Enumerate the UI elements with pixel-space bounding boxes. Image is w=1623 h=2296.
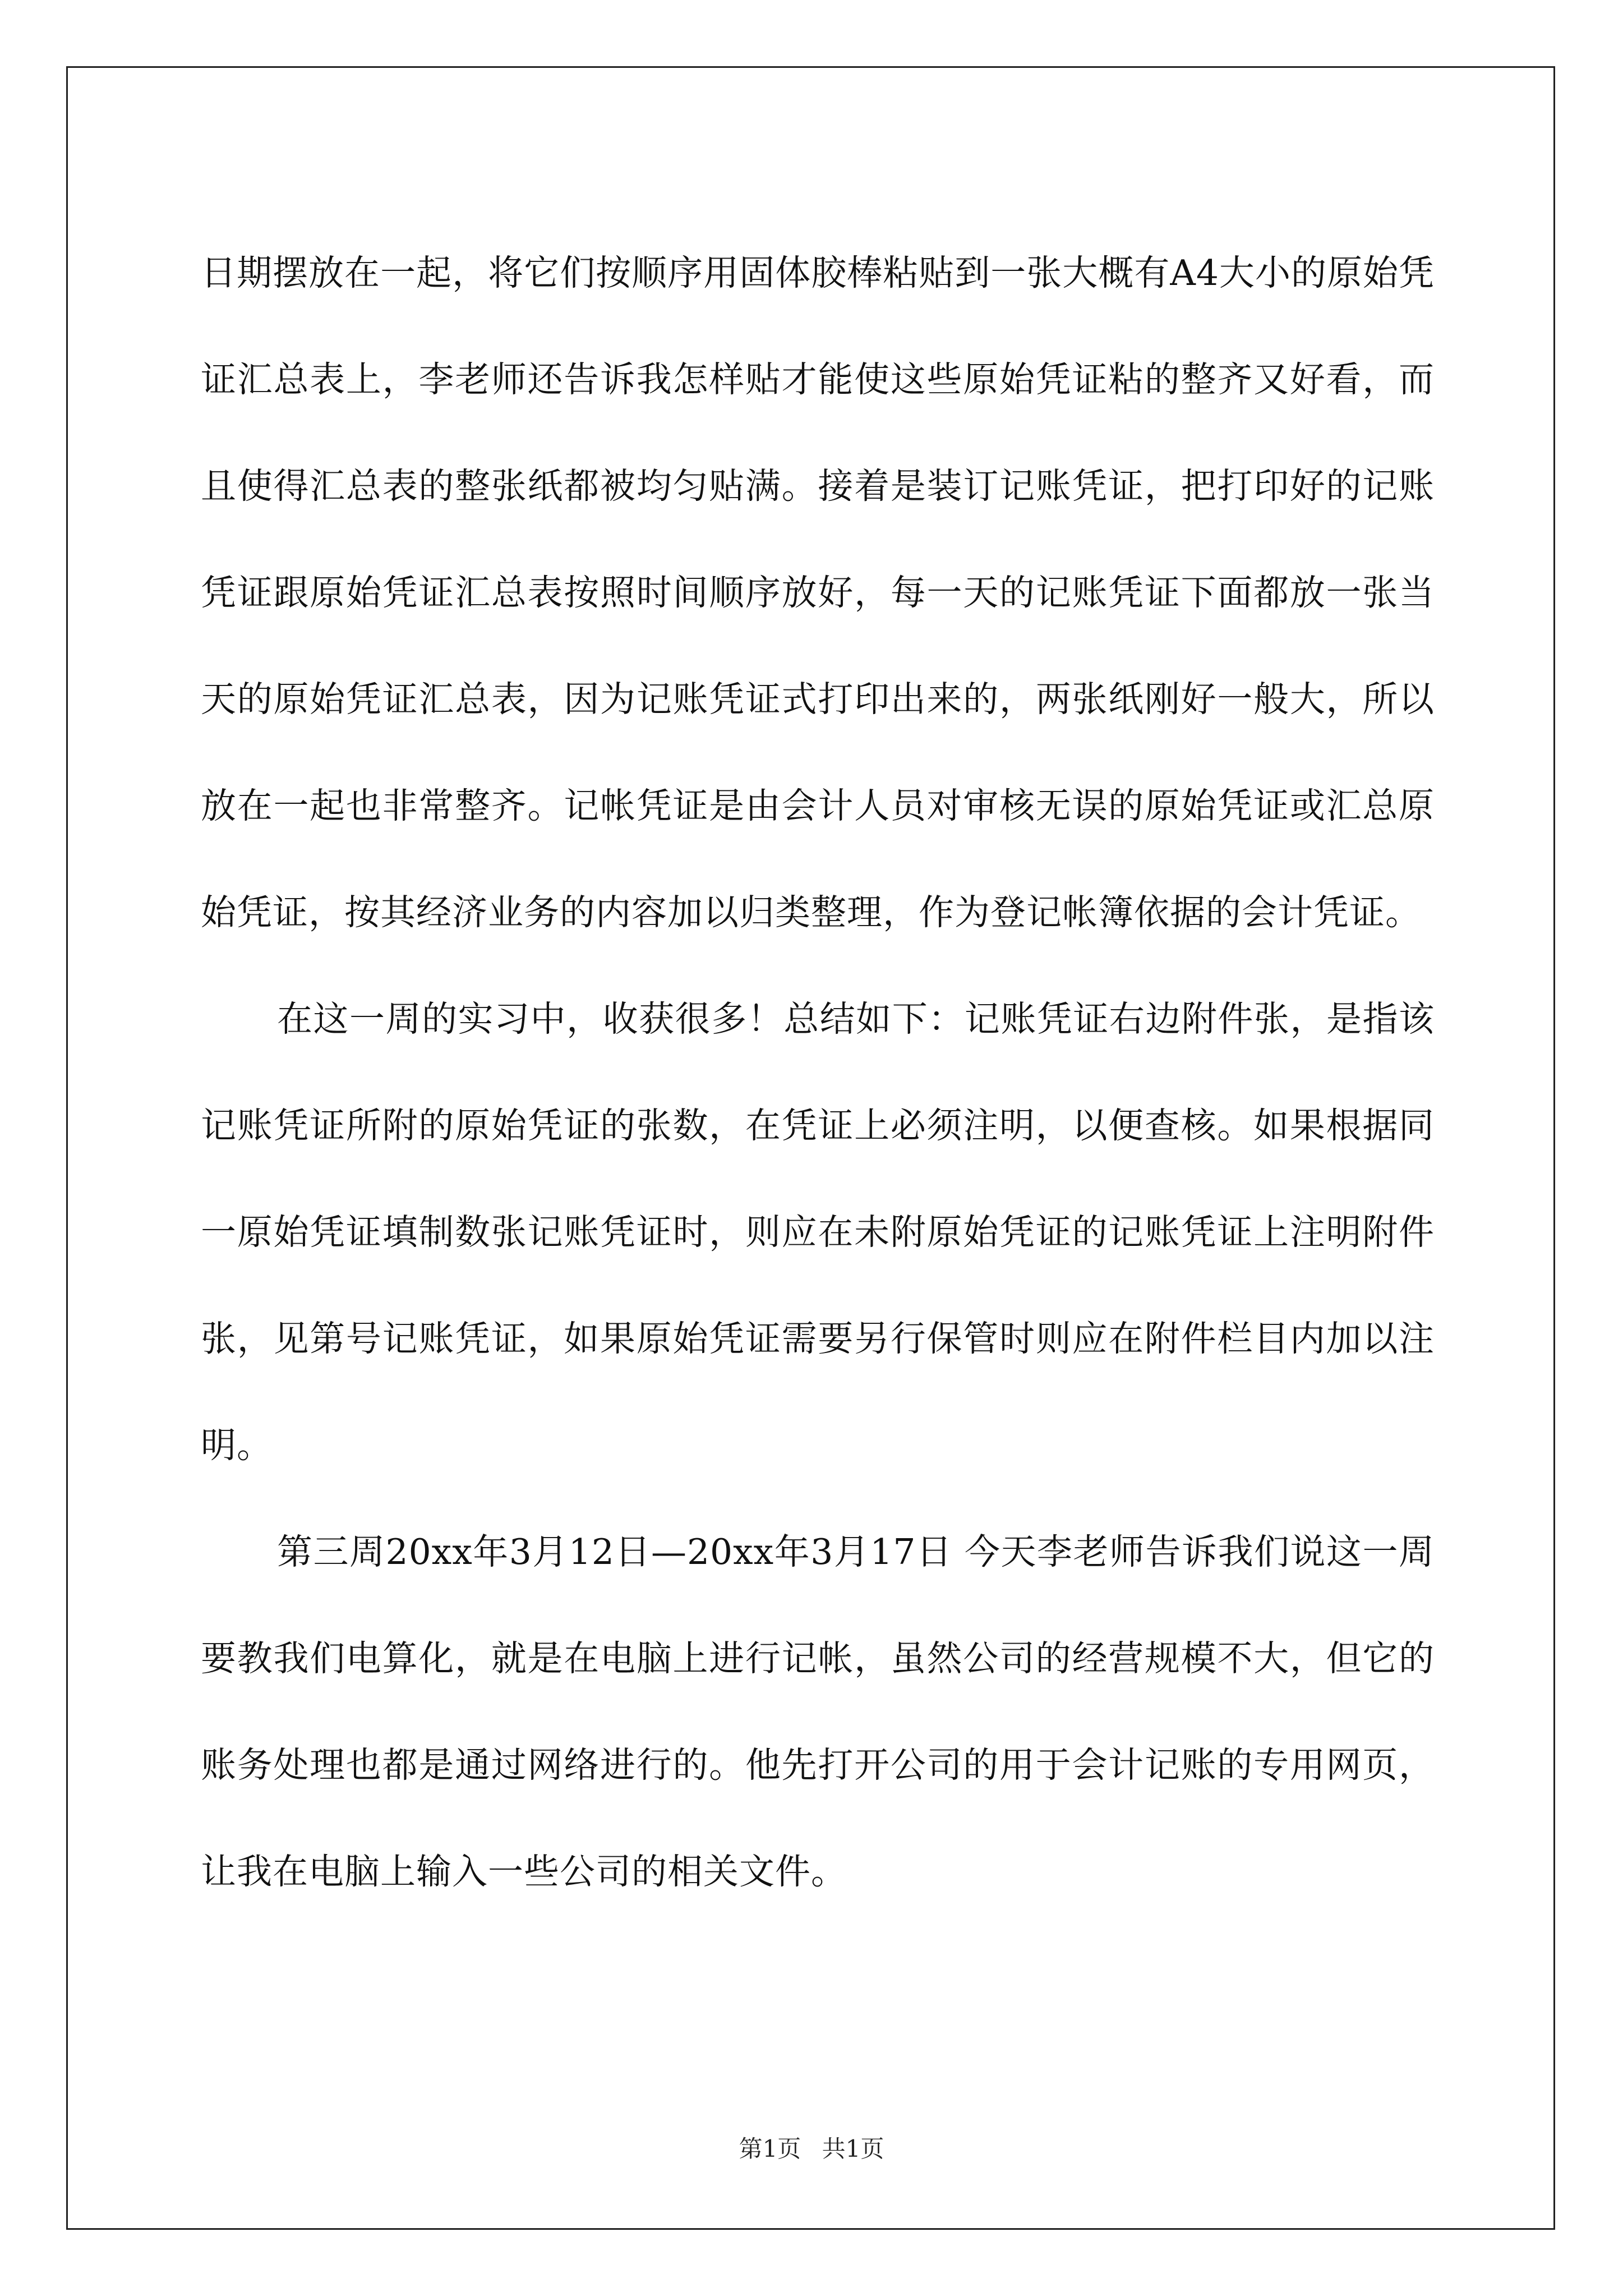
page-footer [0,2135,1623,2163]
document-body [201,220,1435,1925]
page-number: 第1页 [739,2135,801,2162]
paragraph-1: 日期摆放在一起，将它们按顺序用固体胶棒粘贴到一张大概有A4大小的原始凭证汇总表上，李老师还告诉我怎样贴才能使这些原始凭证粘的整齐又好看，而且使得汇总表的整张纸都被均匀贴满。接着是装订记账凭证，把打印好的记账凭证跟原始凭证汇总表按照时间顺序放好，每一天的记账凭证下面都放一张当天的原始凭证汇总表，因为记账凭证式打印出来的，两张纸刚好一般大，所以放在一起也非常整齐。记帐凭证是由会计人员对审核无误的原始凭证或汇总原始凭证，按其经济业务的内容加以归类整理，作为登记帐簿依据的会计凭证。 [201,252,1435,933]
page-total: 共1页 [822,2135,884,2162]
paragraph-3: 第三周20xx年3月12日—20xx年3月17日 今天李老师告诉我们说这一周要教我们电算化，就是在电脑上进行记帐，虽然公司的经营规模不大，但它的账务处理也都是通过网络进行的。他先打开公司的用于会计记账的专用网页，让我在电脑上输入一些公司的相关文件。 [201,1531,1435,1892]
paragraph-2: 在这一周的实习中，收获很多！总结如下：记账凭证右边附件张，是指该记账凭证所附的原始凭证的张数，在凭证上必须注明，以便查核。如果根据同一原始凭证填制数张记账凭证时，则应在未附原始凭证的记账凭证上注明附件张，见第号记账凭证，如果原始凭证需要另行保管时则应在附件栏目内加以注明。 [201,999,1435,1466]
